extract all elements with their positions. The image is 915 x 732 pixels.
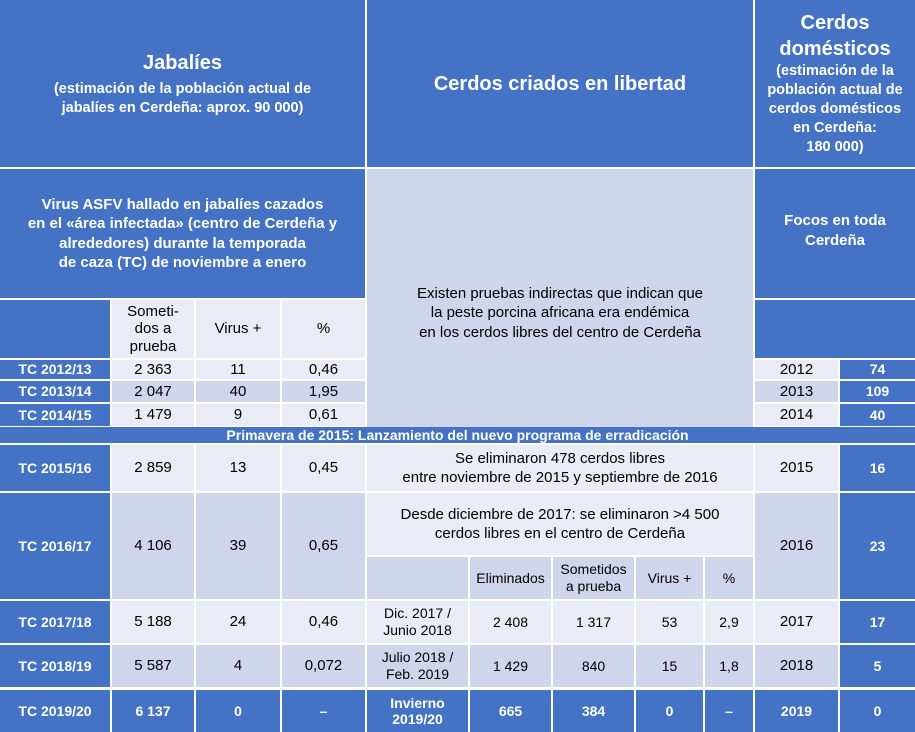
outbreaks-2018: 5 — [840, 645, 915, 687]
wild-boar-section-line-4: de caza (TC) de noviembre a enero — [58, 254, 307, 271]
season-2018-19: TC 2018/19 — [0, 645, 110, 687]
culling-period-3-line-1: Invierno — [390, 694, 445, 711]
header-wild-boar-title: Jabalíes — [143, 51, 222, 74]
header-domestic-note-4: en Cerdeña: — [793, 119, 877, 136]
wild-boar-section-title — [0, 169, 365, 298]
outbreaks-2014: 40 — [840, 404, 915, 426]
culled-2017-note — [367, 493, 753, 555]
tested-2019-20: 6 137 — [112, 690, 194, 732]
outbreaks-2015: 16 — [840, 445, 915, 491]
header-free-range-title: Cerdos criados en libertad — [433, 72, 687, 95]
virus-2016-17: 39 — [196, 493, 280, 599]
percent-2014-15: 0,61 — [282, 404, 365, 426]
culled-2017-line-1: Desde diciembre de 2017: se eliminaron >4 500 — [400, 505, 720, 523]
col-header-tested-line-3: prueba — [129, 337, 177, 355]
header-domestic-title-2: domésticos — [779, 38, 891, 61]
domestic-section-line-2: Cerdeña — [804, 231, 866, 249]
outbreaks-2012: 74 — [840, 360, 915, 379]
col-header-tested — [112, 300, 194, 358]
season-2013-14: TC 2013/14 — [0, 381, 110, 402]
percent-2017-18: 0,46 — [282, 601, 365, 643]
tested-2016-17: 4 106 — [112, 493, 194, 599]
season-2012-13: TC 2012/13 — [0, 360, 110, 379]
percent-2012-13: 0,46 — [282, 360, 365, 379]
culling-percent-2: 1,8 — [705, 645, 753, 687]
header-domestic-note-5: 180 000) — [806, 138, 864, 155]
year-2016: 2016 — [755, 493, 838, 599]
culling-period-2-line-1: Julio 2018 / — [381, 649, 454, 666]
culling-culled-1: 2 408 — [470, 601, 551, 643]
year-2013: 2013 — [755, 381, 838, 402]
year-2017: 2017 — [755, 601, 838, 643]
culling-col-period — [367, 557, 468, 599]
culling-period-3 — [367, 690, 468, 732]
culling-percent-3: – — [705, 690, 753, 732]
culling-col-culled: Eliminados — [470, 557, 551, 599]
percent-2019-20: – — [282, 690, 365, 732]
culling-period-3-line-2: 2019/20 — [392, 711, 443, 727]
percent-2015-16: 0,45 — [282, 445, 365, 491]
wild-boar-section-line-1: Virus ASFV hallado en jabalíes cazados — [41, 195, 324, 213]
tested-2014-15: 1 479 — [112, 404, 194, 426]
header-wild-boar — [0, 0, 365, 167]
header-domestic-note-2: población actual de — [767, 82, 903, 99]
percent-2013-14: 1,95 — [282, 381, 365, 402]
culling-period-1-line-2: Junio 2018 — [383, 622, 452, 638]
culling-virus-3: 0 — [636, 690, 703, 732]
tested-2013-14: 2 047 — [112, 381, 194, 402]
culling-col-tested-line-1: Sometidos — [560, 561, 627, 578]
domestic-section-line-1: Focos en toda — [784, 212, 886, 229]
outbreaks-2017: 17 — [840, 601, 915, 643]
culled-2015-line-1: Se eliminaron 478 cerdos libres — [454, 449, 666, 467]
outbreaks-2016: 23 — [840, 493, 915, 599]
percent-2018-19: 0,072 — [282, 645, 365, 687]
culling-col-percent: % — [705, 557, 753, 599]
free-range-evidence — [367, 169, 753, 427]
wild-boar-section-line-2: en el «área infectada» (centro de Cerdeña y — [27, 215, 338, 232]
culled-2017-line-2: cerdos libres en el centro de Cerdeña — [434, 525, 686, 542]
culling-col-virus: Virus + — [636, 557, 703, 599]
year-2015: 2015 — [755, 445, 838, 491]
free-range-evidence-line-3: en los cerdos libres del centro de Cerdeña — [419, 323, 701, 341]
culled-2015-note — [367, 445, 753, 491]
year-2018: 2018 — [755, 645, 838, 687]
culling-virus-1: 53 — [636, 601, 703, 643]
culling-tested-2: 840 — [553, 645, 634, 687]
col-header-virus: Virus + — [196, 300, 280, 358]
culling-tested-1: 1 317 — [553, 601, 634, 643]
header-domestic-note-1: (estimación de la — [776, 63, 894, 80]
header-domestic-note-3: cerdos domésticos — [768, 101, 902, 118]
wild-boar-section-line-3: alrededores) durante la temporada — [59, 234, 306, 252]
col-header-tested-line-2: dos a — [134, 320, 172, 338]
culling-col-tested-line-2: a prueba — [565, 578, 622, 594]
season-2019-20: TC 2019/20 — [0, 690, 110, 732]
virus-2012-13: 11 — [196, 360, 280, 379]
season-2014-15: TC 2014/15 — [0, 404, 110, 426]
virus-2018-19: 4 — [196, 645, 280, 687]
domestic-section-title — [755, 169, 915, 298]
header-domestic — [755, 0, 915, 167]
culling-col-tested — [553, 557, 634, 599]
virus-2015-16: 13 — [196, 445, 280, 491]
tested-2017-18: 5 188 — [112, 601, 194, 643]
tested-2015-16: 2 859 — [112, 445, 194, 491]
col-header-season — [0, 300, 110, 358]
header-domestic-title-1: Cerdos — [800, 12, 870, 35]
year-2019: 2019 — [755, 690, 838, 732]
culled-2015-line-2: entre noviembre de 2015 y septiembre de 2016 — [402, 469, 718, 486]
virus-2013-14: 40 — [196, 381, 280, 402]
culling-period-2 — [367, 645, 468, 687]
eradication-banner: Primavera de 2015: Lanzamiento del nuevo programa de erradicación — [0, 427, 915, 443]
header-wild-boar-note-1: (estimación de la población actual de — [53, 80, 312, 97]
virus-2014-15: 9 — [196, 404, 280, 426]
tested-2018-19: 5 587 — [112, 645, 194, 687]
year-2012: 2012 — [755, 360, 838, 379]
culling-culled-3: 665 — [470, 690, 551, 732]
header-wild-boar-note-2: jabalíes en Cerdeña: aprox. 90 000) — [61, 99, 304, 116]
season-2017-18: TC 2017/18 — [0, 601, 110, 643]
year-2014: 2014 — [755, 404, 838, 426]
virus-2017-18: 24 — [196, 601, 280, 643]
free-range-evidence-line-2: la peste porcina africana era endémica — [430, 304, 690, 322]
col-header-percent: % — [282, 300, 365, 358]
season-2015-16: TC 2015/16 — [0, 445, 110, 491]
culling-period-1-line-1: Dic. 2017 / — [384, 605, 451, 622]
col-header-tested-line-1: Someti- — [127, 303, 179, 321]
virus-2019-20: 0 — [196, 690, 280, 732]
culling-tested-3: 384 — [553, 690, 634, 732]
outbreaks-2019: 0 — [840, 690, 915, 732]
season-2016-17: TC 2016/17 — [0, 493, 110, 599]
culling-period-1 — [367, 601, 468, 643]
outbreaks-2013: 109 — [840, 381, 915, 402]
culling-culled-2: 1 429 — [470, 645, 551, 687]
header-free-range — [367, 0, 753, 167]
domestic-col-header — [755, 300, 915, 358]
free-range-evidence-line-1: Existen pruebas indirectas que indican que — [416, 284, 704, 302]
tested-2012-13: 2 363 — [112, 360, 194, 379]
percent-2016-17: 0,65 — [282, 493, 365, 599]
culling-virus-2: 15 — [636, 645, 703, 687]
culling-period-2-line-2: Feb. 2019 — [385, 666, 450, 682]
culling-percent-1: 2,9 — [705, 601, 753, 643]
